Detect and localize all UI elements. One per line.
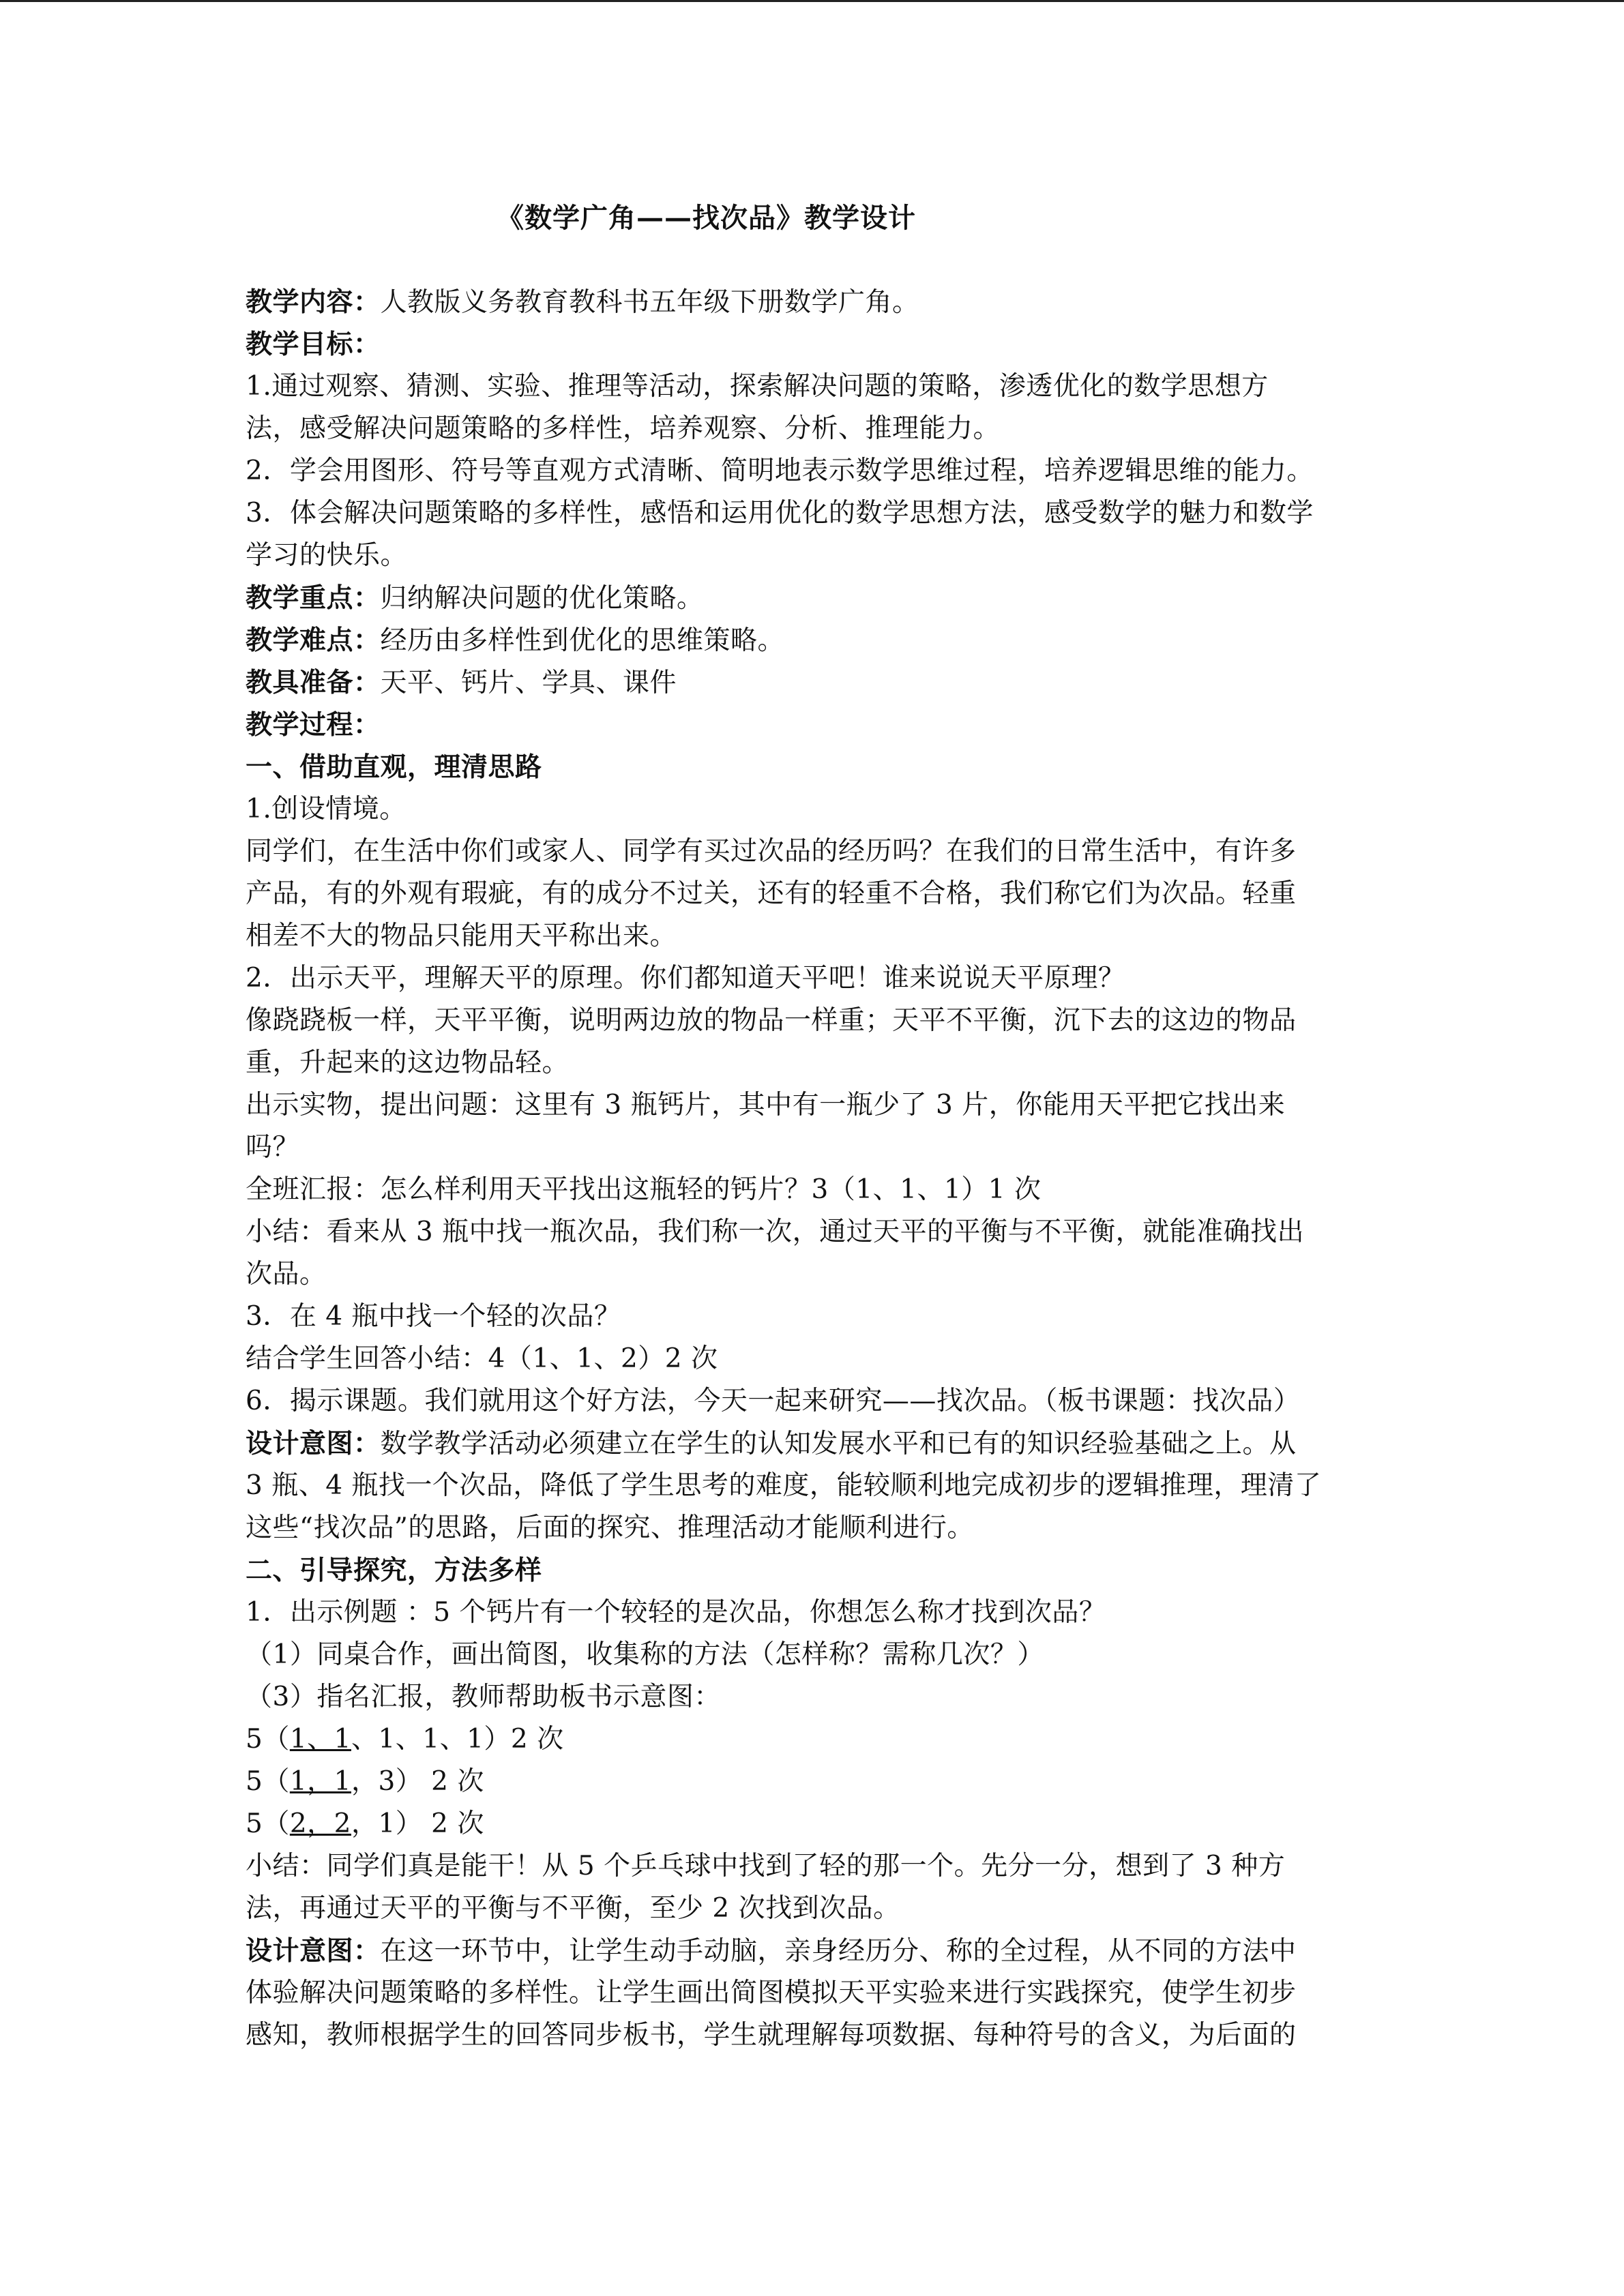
text-line — [246, 577, 1391, 619]
field-label: 教学重点： — [246, 582, 381, 614]
text-line: 学习的快乐。 — [246, 540, 408, 571]
text-line: 3．体会解决问题策略的多样性，感悟和运用优化的数学思想方法，感受数学的魅力和数学 — [246, 498, 1314, 528]
field-label: 设计意图： — [246, 1428, 381, 1459]
text-line: 重，升起来的这边物品轻。 — [246, 1047, 570, 1078]
text-line: 像跷跷板一样，天平平衡，说明两边放的物品一样重；天平不平衡，沉下去的这边的物品 — [246, 1005, 1297, 1036]
text-line: 相差不大的物品只能用天平称出来。 — [246, 921, 677, 951]
field-value: 数学教学活动必须建立在学生的认知发展水平和已有的知识经验基础之上。从 — [380, 1429, 1297, 1459]
text-line: 出示实物，提出问题：这里有 3 瓶钙片，其中有一瓶少了 3 片，你能用天平把它找出来 — [246, 1090, 1286, 1120]
text-line — [246, 1930, 1391, 1972]
field-value: 在这一环节中，让学生动手动脑，亲身经历分、称的全过程，从不同的方法中 — [380, 1936, 1297, 1967]
text-line: 3．在 4 瓶中找一个轻的次品？ — [246, 1301, 621, 1332]
field-label: 教学难点： — [246, 625, 381, 656]
text-line: 1.通过观察、猜测、实验、推理等活动，探索解决问题的策略，渗透优化的数学思想方 — [246, 371, 1269, 402]
text-line: 1.创设情境。 — [246, 794, 407, 824]
text-line: 感知，教师根据学生的回答同步板书，学生就理解每项数据、每种符号的含义，为后面的 — [246, 2020, 1297, 2051]
page-title: 《数学广角——找次品》教学设计 — [497, 202, 916, 234]
method-underlined-group: 2，2 — [289, 1808, 351, 1839]
text-line: 小结：同学们真是能干！从 5 个乒乓球中找到了轻的那一个。先分一分，想到了 3 种方 — [246, 1851, 1286, 1881]
text-line: （3）指名汇报，教师帮助板书示意图： — [246, 1682, 721, 1712]
method-suffix: 、1、1、1）2 次 — [351, 1724, 564, 1755]
field-label: 教学过程： — [246, 709, 381, 741]
field-value: 天平、钙片、学具、课件 — [380, 668, 677, 698]
section-heading: 二、引导探究，方法多样 — [246, 1555, 542, 1586]
text-line — [246, 661, 1391, 704]
text-line: 结合学生回答小结：4（1、1、2）2 次 — [246, 1343, 718, 1374]
text-line — [246, 619, 1391, 661]
text-line: 体验解决问题策略的多样性。让学生画出简图模拟天平实验来进行实践探究，使学生初步 — [246, 1978, 1297, 2008]
field-value: 归纳解决问题的优化策略。 — [380, 583, 704, 614]
document-body — [246, 281, 1391, 2057]
method-underlined-group: 1、1 — [289, 1724, 351, 1755]
text-line — [246, 1422, 1391, 1465]
text-line: 同学们，在生活中你们或家人、同学有买过次品的经历吗？在我们的日常生活中，有许多 — [246, 836, 1297, 867]
text-line: 2．学会用图形、符号等直观方式清晰、简明地表示数学思维过程，培养逻辑思维的能力。 — [246, 456, 1314, 486]
method-suffix: ，1） 2 次 — [351, 1808, 484, 1839]
section-heading: 一、借助直观，理清思路 — [246, 751, 542, 783]
text-line: 3 瓶、4 瓶找一个次品，降低了学生思考的难度，能较顺利地完成初步的逻辑推理，理清了 — [246, 1470, 1322, 1501]
text-line: 产品，有的外观有瑕疵，有的成分不过关，还有的轻重不合格，我们称它们为次品。轻重 — [246, 878, 1297, 909]
field-value: 人教版义务教育教科书五年级下册数学广角。 — [380, 287, 919, 318]
text-line: 1．出示例题 ：5 个钙片有一个较轻的是次品，你想怎么称才找到次品？ — [246, 1597, 1106, 1628]
text-line: 小结：看来从 3 瓶中找一瓶次品，我们称一次，通过天平的平衡与不平衡，就能准确找出 — [246, 1217, 1305, 1247]
method-prefix: 5（ — [246, 1808, 290, 1839]
text-line: 次品。 — [246, 1259, 327, 1289]
method-prefix: 5（ — [246, 1766, 290, 1797]
text-line: 吗？ — [246, 1132, 300, 1163]
field-value: 经历由多样性到优化的思维策略。 — [380, 625, 785, 656]
text-line: 法，感受解决问题策略的多样性，培养观察、分析、推理能力。 — [246, 413, 1001, 444]
field-label: 教学内容： — [246, 286, 381, 318]
text-line: 全班汇报：怎么样利用天平找出这瓶轻的钙片？3（1、1、1）1 次 — [246, 1174, 1042, 1205]
text-line: 法，再通过天平的平衡与不平衡，至少 2 次找到次品。 — [246, 1893, 900, 1924]
text-line: 这些“找次品”的思路，后面的探究、推理活动才能顺利进行。 — [246, 1512, 974, 1543]
method-line — [246, 1718, 1391, 1761]
text-line: 2．出示天平，理解天平的原理。你们都知道天平吧！谁来说说天平原理？ — [246, 963, 1125, 994]
method-line — [246, 1803, 1391, 1845]
method-line — [246, 1761, 1391, 1803]
text-line: 6．揭示课题。我们就用这个好方法，今天一起来研究——找次品。（板书课题：找次品） — [246, 1386, 1301, 1416]
field-label: 教学目标： — [246, 329, 381, 360]
method-suffix: ，3） 2 次 — [351, 1766, 484, 1797]
method-underlined-group: 1，1 — [289, 1766, 351, 1797]
field-label: 教具准备： — [246, 667, 381, 698]
text-line — [246, 281, 1391, 323]
field-label: 设计意图： — [246, 1935, 381, 1967]
top-border-line — [0, 0, 1624, 2]
text-line: （1）同桌合作，画出简图，收集称的方法（怎样称？需称几次？） — [246, 1639, 1044, 1670]
method-prefix: 5（ — [246, 1724, 290, 1755]
